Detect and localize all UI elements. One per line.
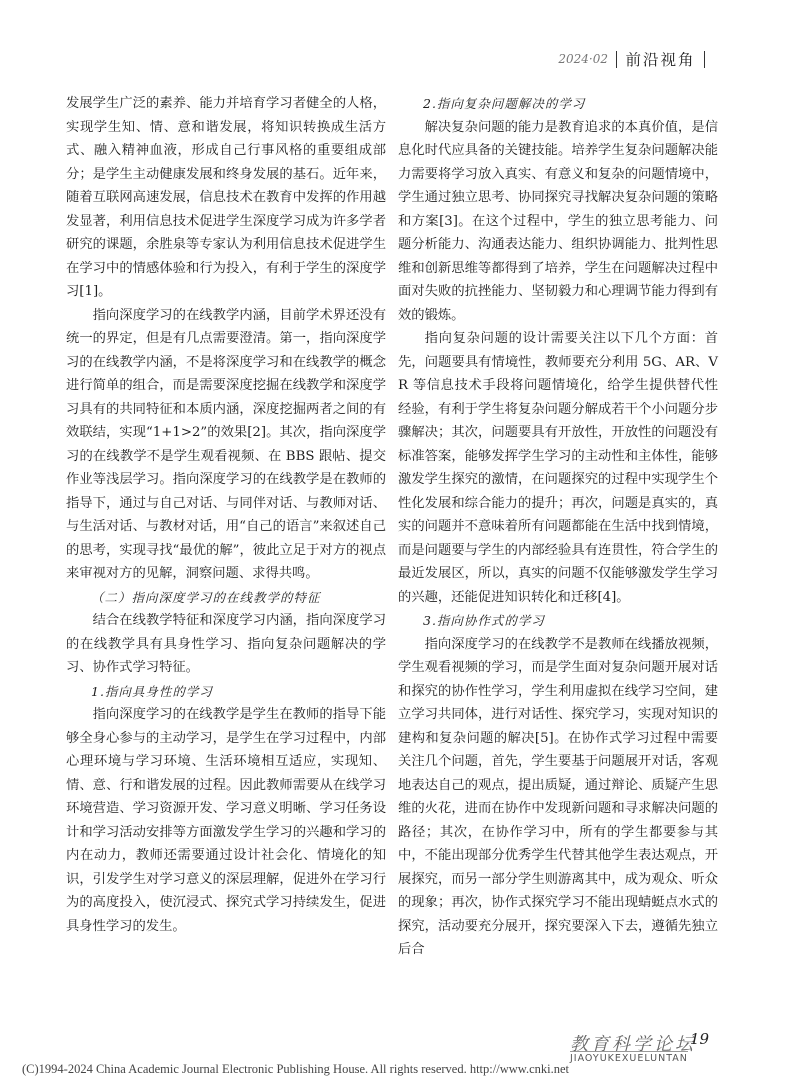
left-column bbox=[66, 92, 386, 938]
paragraph: 指向深度学习的在线教学内涵，目前学术界还没有统一的界定，但是有几点需要澄清。第一，指向深度学习的在线教学内涵，不是将深度学习和在线教学的概念进行简单的组合，而是需要深度挖掘在线教学和深度学习具有的共同特征和本质内涵，深度挖掘两者之间的有效联结，实现“1+1>2”的效果[2]。其次，指向深度学习的在线教学不是学生观看视频、在 BBS 跟帖、提交作业等浅层学习。指向深度学习的在线教学是在教师的指导下，通过与自己对话、与同伴对话、与教师对话、与生活对话、与教材对话，用“自己的语言”来叙述自己的思考，实现寻找“最优的解”，彼此立足于对方的视点来审视对方的见解，洞察问题、求得共鸣。 bbox=[66, 307, 386, 581]
subsection-heading: 2.指向复杂问题解决的学习 bbox=[423, 96, 586, 111]
paragraph: 指向复杂问题的设计需要关注以下几个方面：首先，问题要具有情境性，教师要充分利用 5G、AR、VR 等信息技术手段将问题情境化，给学生提供替代性经验，有利于学生将复杂问题分解成若干个小问题分步骤解决；其次，问题要具有开放性，开放性的问题没有标准答案，能够发挥学生学习的主动性和主体性，能够激发学生探究的激情，在问题探究的过程中实现学生个性化发展和综合能力的提升；再次，问题是真实的，真实的问题并不意味着所有问题都能在生活中找到情境，而是问题要与学生的内部经验具有连贯性，符合学生的最近发展区，所以，真实的问题不仅能够激发学生学习的兴趣，还能促进知识转化和迁移[4]。 bbox=[398, 331, 718, 605]
section-heading: （二）指向深度学习的在线教学的特征 bbox=[91, 589, 321, 605]
header-divider-right bbox=[704, 51, 706, 68]
right-column bbox=[398, 92, 718, 962]
paragraph: 解决复杂问题的能力是教育追求的本真价值，是信息化时代应具备的关键技能。培养学生复杂问题解决能力需要将学习放入真实、有意义和复杂的问题情境中，学生通过独立思考、协同探究寻找解决复杂问题的策略和方案[3]。在这个过程中，学生的独立思考能力、问题分析能力、沟通表达能力、组织协调能力、批判性思维和创新思维等都得到了培养，学生在问题解决过程中面对失败的抗挫能力、坚韧毅力和心理调节能力得到有效的锻炼。 bbox=[398, 119, 718, 323]
subsection-heading: 3.指向协作式的学习 bbox=[423, 613, 545, 628]
issue-number: 2024·02 bbox=[558, 52, 608, 66]
header-divider bbox=[616, 51, 618, 68]
page-header bbox=[558, 48, 705, 70]
page-number: 19 bbox=[690, 1030, 710, 1048]
paragraph: 发展学生广泛的素养、能力并培育学习者健全的人格，实现学生知、情、意和谐发展，将知识转换成生活方式、融入精神血液，形成自己行事风格的重要组成部分；是学生主动健康发展和终身发展的基石。近年来，随着互联网高速发展，信息技术在教育中发挥的作用越发显著，利用信息技术促进学生深度学习成为许多学者研究的课题，余胜泉等专家认为利用信息技术促进学生在学习中的情感体验和行为投入，有利于学生的深度学习[1]。 bbox=[66, 96, 386, 299]
paragraph: 结合在线教学特征和深度学习内涵，指向深度学习的在线教学具有具身性学习、指向复杂问题解决的学习、协作式学习特征。 bbox=[66, 613, 386, 675]
journal-logo: 教育科学论坛 bbox=[570, 1034, 696, 1055]
paragraph: 指向深度学习的在线教学是学生在教师的指导下能够全身心参与的主动学习，是学生在学习过程中，内部心理环境与学习环境、生活环境相互适应，实现知、情、意、行和谐发展的过程。因此教师需要从在线学习环境营造、学习资源开发、学习意义明晰、学习任务设计和学习活动安排等方面激发学生学习的兴趣和学习的内在动力，教师还需要通过设计社会化、情境化的知识，引发学生对学习意义的深层理解，促进外在学习行为的高度投入，使沉浸式、探究式学习持续发生，促进具身性学习的发生。 bbox=[66, 707, 386, 934]
section-title: 前沿视角 bbox=[625, 51, 696, 69]
journal-pinyin: JIAOYUKEXUELUNTAN bbox=[570, 1053, 688, 1064]
paragraph: 指向深度学习的在线教学不是教师在线播放视频，学生观看视频的学习，而是学生面对复杂问题开展对话和探究的协作性学习，学生利用虚拟在线学习空间，建立学习共同体，进行对话性、探究学习，实现对知识的建构和复杂问题的解决[5]。在协作式学习过程中需要关注几个问题，首先，学生要基于问题展开对话，客观地表达自己的观点，提出质疑，通过辩论、质疑产生思维的火花，进而在协作中发现新问题和寻求解决问题的路径；其次，在协作学习中，所有的学生都要参与其中，不能出现部分优秀学生代替其他学生表达观点，开展探究，而另一部分学生则游离其中，成为观众、听众的现象；再次，协作式探究学习不能出现蜻蜓点水式的探究，活动要充分展开，探究要深入下去，遵循先独立后合 bbox=[398, 636, 718, 957]
copyright-line: (C)1994-2024 China Academic Journal Electronic Publishing House. All rights reserved. http://www.cnki.net bbox=[22, 1062, 570, 1076]
subsection-heading: 1.指向具身性的学习 bbox=[91, 683, 213, 699]
